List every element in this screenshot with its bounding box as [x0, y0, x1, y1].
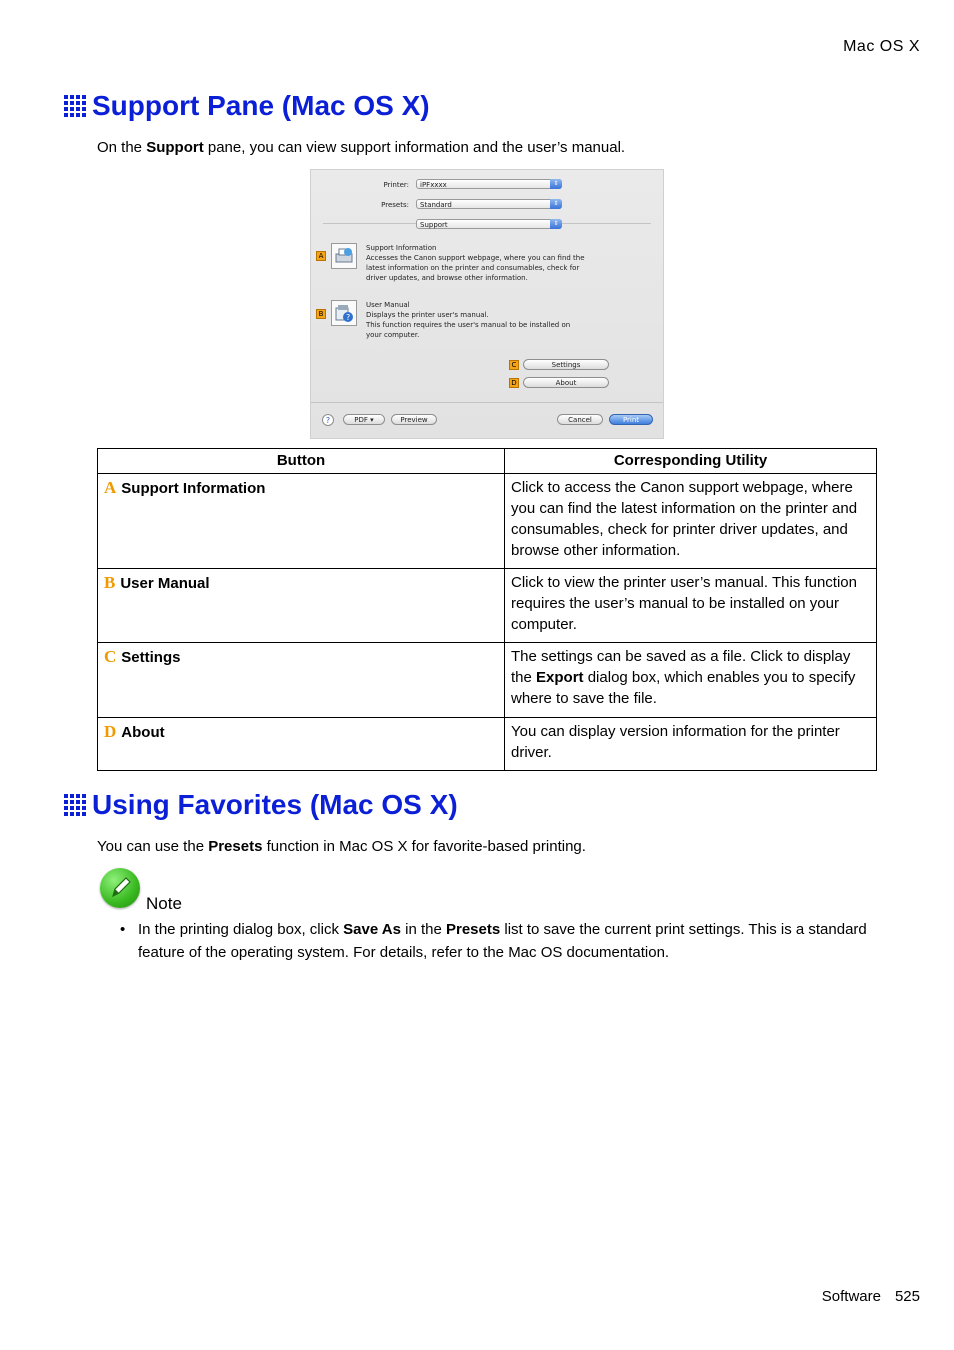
about-button[interactable]: About — [523, 377, 609, 388]
cancel-button[interactable]: Cancel — [557, 414, 603, 425]
popup-arrows-icon: ⇕ — [550, 179, 562, 189]
callout-a: A — [316, 251, 326, 261]
presets-label: Presets: — [381, 201, 409, 209]
bullet-mark: • — [120, 921, 126, 938]
table-cell-button — [98, 474, 505, 569]
table-cell-button — [98, 718, 505, 771]
row-letter: C — [104, 647, 117, 666]
page-footer — [822, 1288, 920, 1305]
favorites-intro: You can use the Presets function in Mac OS X for favorite-based printing. — [97, 838, 586, 855]
row-letter: B — [104, 573, 116, 592]
pdf-button[interactable]: PDF ▾ — [343, 414, 385, 425]
table-header-button: Button — [98, 449, 505, 474]
row-name: Support Information — [121, 480, 266, 497]
row-name: About — [121, 724, 165, 741]
note-pencil-icon — [100, 868, 140, 908]
user-manual-button[interactable] — [331, 300, 357, 326]
preview-button[interactable]: Preview — [391, 414, 437, 425]
support-info-text: Support Information Accesses the Canon support webpage, where you can find the latest information on the printer and consumables, check for driver updates, and browse other information. — [366, 244, 585, 282]
section-title-text: Support Pane (Mac OS X) — [92, 90, 430, 121]
footer-section: Software — [821, 1288, 881, 1305]
table-cell-desc: Click to view the printer user’s manual. This function requires the user’s manual to be installed on your computer. — [505, 569, 877, 643]
intro-paragraph: On the Support pane, you can view support information and the user’s manual. — [97, 139, 626, 156]
note-label: Note — [146, 894, 182, 913]
support-information-button[interactable] — [331, 243, 357, 269]
table-cell-desc: The settings can be saved as a file. Click to display the Export dialog box, which enables you to specify where to save the file. — [505, 643, 877, 718]
pencil-icon — [100, 868, 140, 908]
svg-text:?: ? — [346, 313, 351, 322]
print-button[interactable]: Print — [609, 414, 653, 425]
table-cell-button — [98, 569, 505, 643]
pane-popup[interactable]: Support ⇕ — [416, 219, 562, 229]
table-cell-desc: You can display version information for the printer driver. — [505, 718, 877, 771]
row-letter: A — [104, 478, 117, 497]
printer-popup[interactable]: iPFxxxx ⇕ — [416, 179, 562, 189]
table-header-utility: Corresponding Utility — [505, 449, 877, 474]
table-header-row — [98, 449, 877, 474]
printer-label: Printer: — [383, 181, 409, 189]
callout-c: C — [509, 360, 519, 370]
presets-popup[interactable]: Standard ⇕ — [416, 199, 562, 209]
section-grid-icon — [64, 794, 86, 816]
popup-arrows-icon: ⇕ — [550, 219, 562, 229]
running-header: Mac OS X — [843, 38, 920, 55]
support-printer-icon — [334, 246, 354, 266]
table-cell-desc: Click to access the Canon support webpage, where you can find the latest information on the printer and consumables, check for printer driver updates, and browse other information. — [505, 474, 877, 569]
section-grid-icon — [64, 95, 86, 117]
row-name: User Manual — [120, 575, 210, 592]
help-button[interactable]: ? — [322, 414, 334, 426]
section-title-support-pane — [64, 90, 430, 122]
callout-d: D — [509, 378, 519, 388]
row-name: Settings — [121, 649, 181, 666]
table-cell-button — [98, 643, 505, 718]
table-row — [98, 718, 877, 771]
note-bullet-item — [120, 918, 880, 964]
section-title-using-favorites — [64, 789, 458, 821]
note-text: In the printing dialog box, click Save As in the Presets list to save the current print settings. This is a standard feature of the operating system. For details, refer to the Mac OS documentation. — [138, 921, 867, 961]
table-row — [98, 643, 877, 718]
user-manual-text: User Manual Displays the printer user's manual. This function requires the user's manual to be installed on your computer. — [366, 301, 571, 339]
settings-button[interactable]: Settings — [523, 359, 609, 370]
callout-b: B — [316, 309, 326, 319]
user-manual-icon — [334, 303, 354, 323]
table-row — [98, 569, 877, 643]
section-title-text: Using Favorites (Mac OS X) — [92, 789, 458, 820]
page-number: 525 — [894, 1288, 920, 1305]
row-letter: D — [104, 722, 117, 741]
popup-arrows-icon: ⇕ — [550, 199, 562, 209]
divider — [311, 402, 663, 403]
support-pane-screenshot — [310, 169, 664, 439]
table-row — [98, 474, 877, 569]
button-utility-table — [97, 448, 877, 771]
